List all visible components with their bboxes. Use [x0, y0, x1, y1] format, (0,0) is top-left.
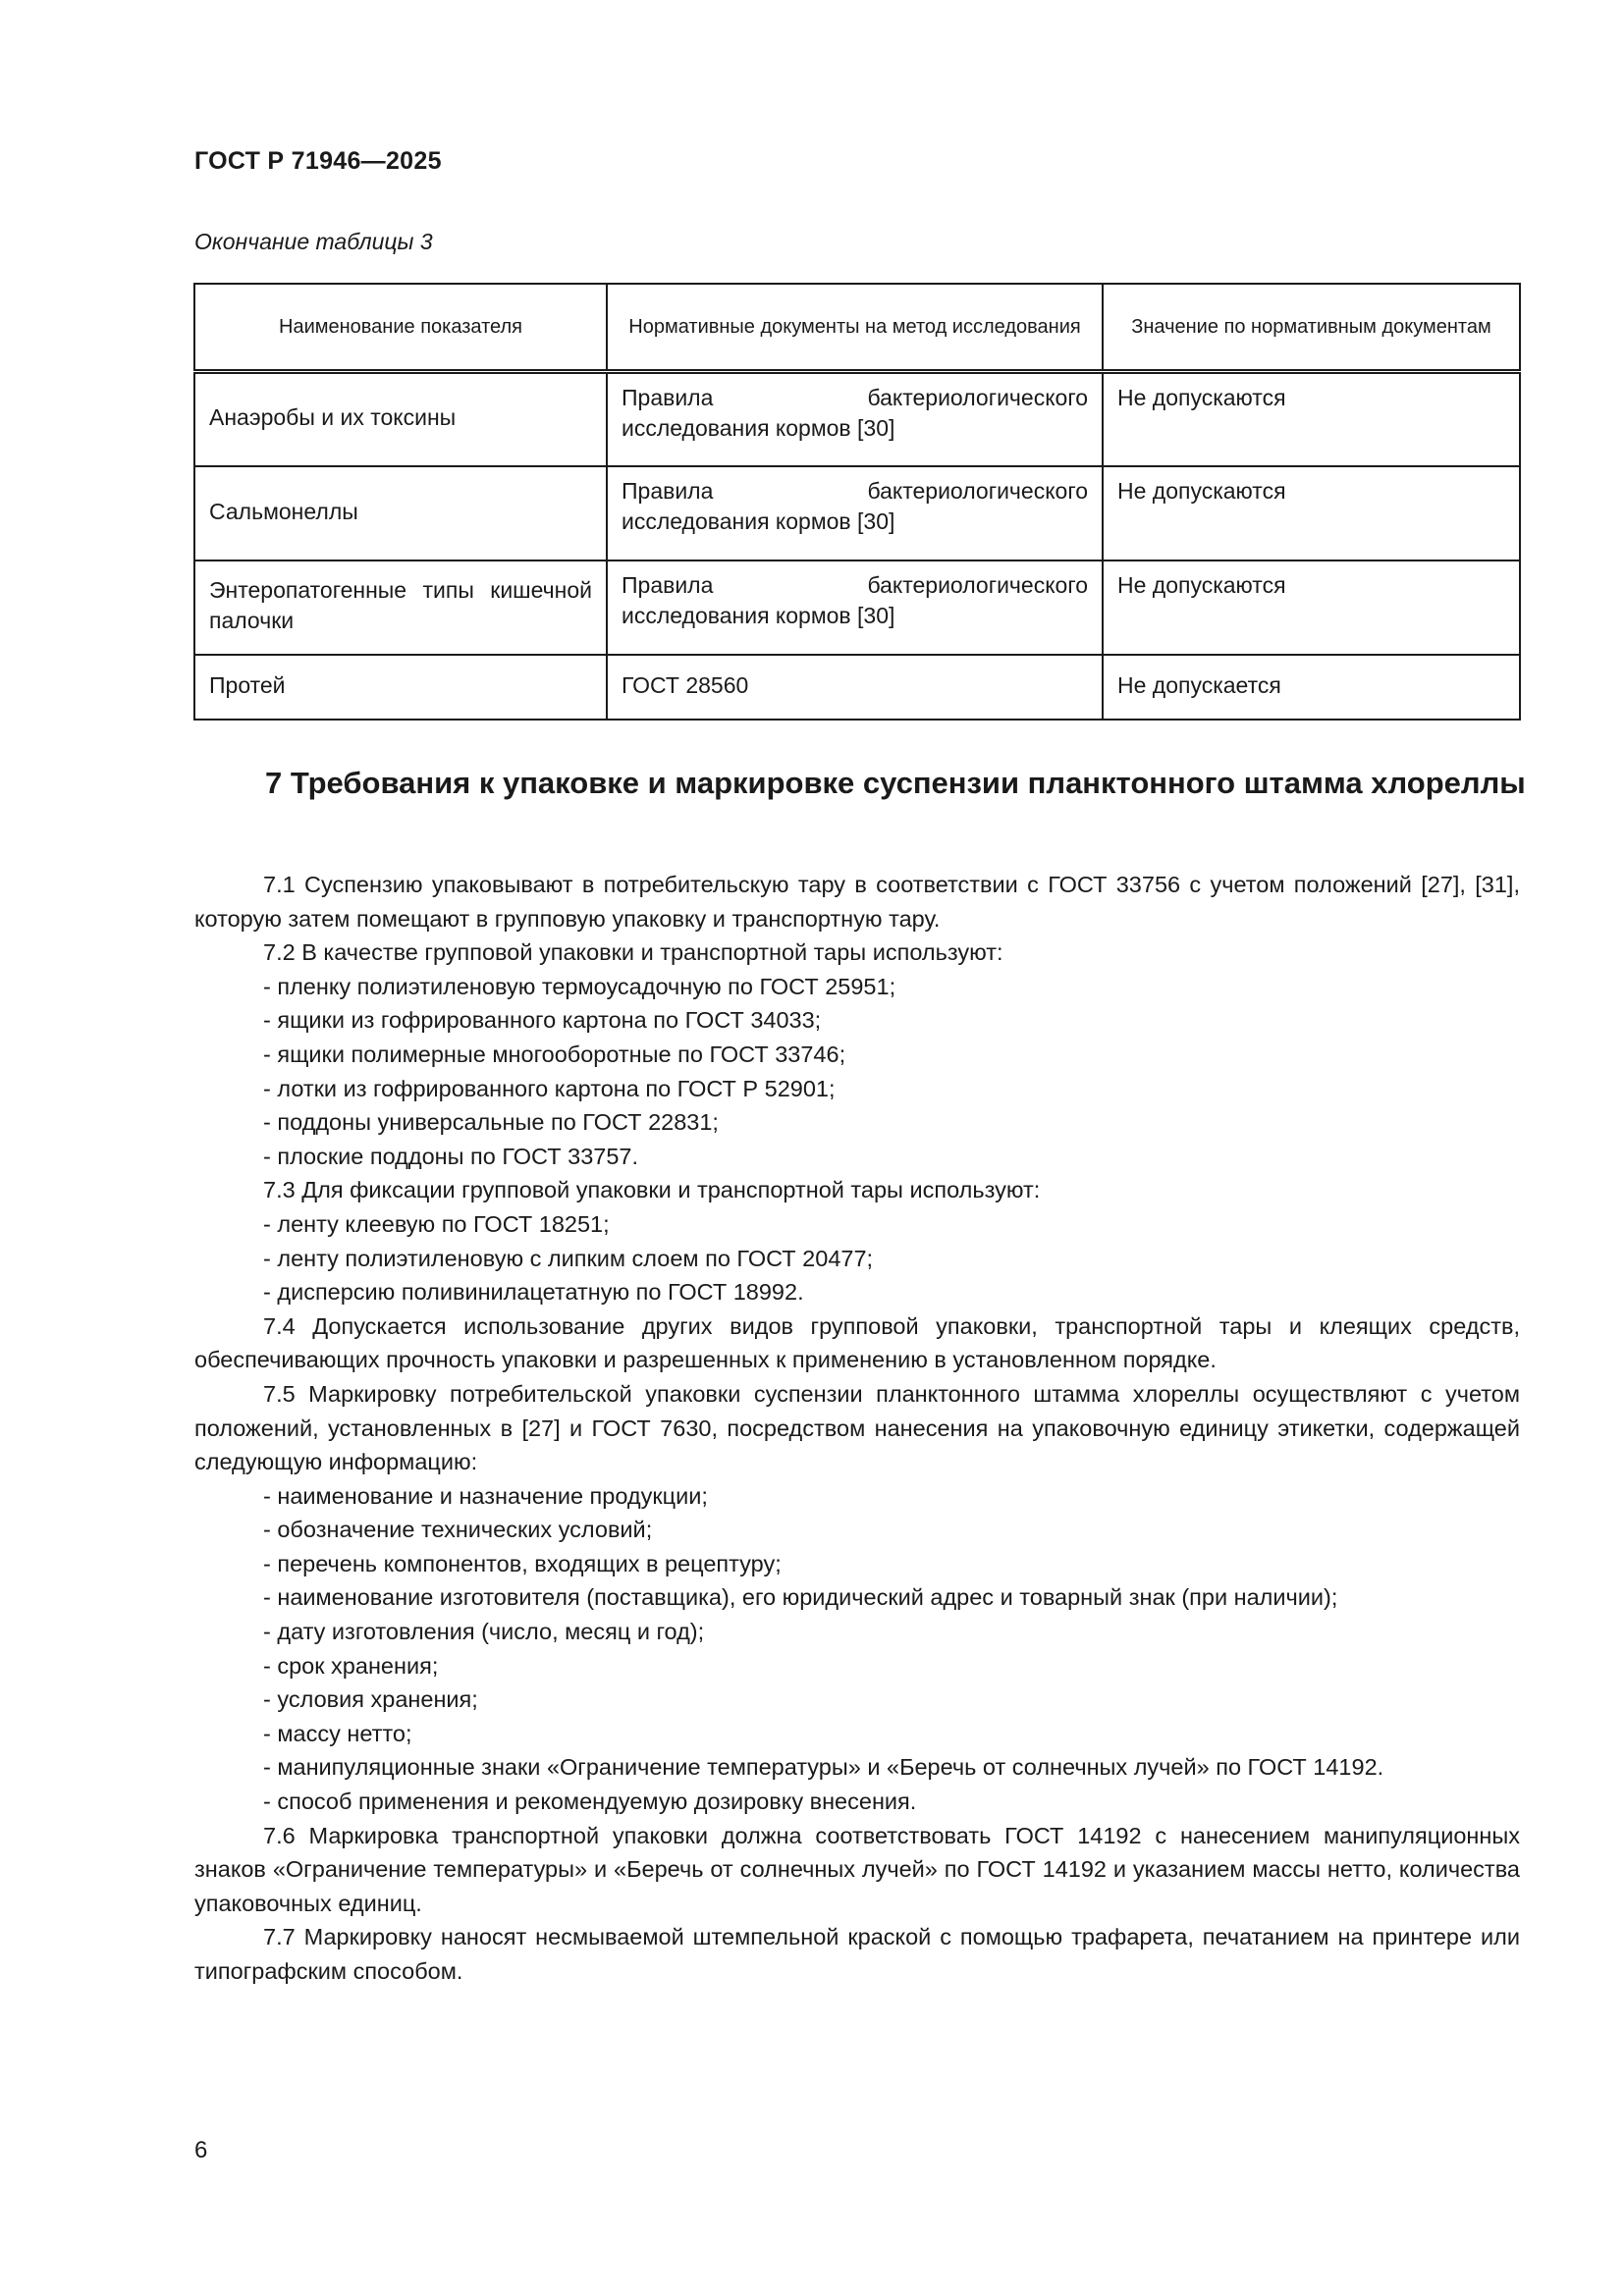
- clause-7-6: 7.6 Маркировка транспортной упаковки должна соответствовать ГОСТ 14192 с нанесением манипуляционных знаков «Ограничение температуры» и «Беречь от солнечных лучей» по ГОСТ 14192 и указанием массы нетто, количества упаковочных единиц.: [194, 1822, 1520, 1916]
- indicator-name-cell: Энтеропатогенные типы кишечной палочки: [194, 561, 607, 655]
- clause-7-7: 7.7 Маркировку наносят несмываемой штемпельной краской с помощью трафарета, печатанием на принтере или типографским способом.: [194, 1924, 1520, 1984]
- table-row: [194, 655, 1520, 720]
- list-item: - дисперсию поливинилацетатную по ГОСТ 18992.: [263, 1279, 804, 1306]
- list-item: - поддоны универсальные по ГОСТ 22831;: [263, 1109, 719, 1136]
- table-header-row: [194, 284, 1520, 372]
- clause-7-5: 7.5 Маркировку потребительской упаковки суспензии планктонного штамма хлореллы осуществляют с учетом положений, установленных в [27] и ГОСТ 7630, посредством нанесения на упаковочную единицу этикетки, содержащей следующую информацию:: [194, 1380, 1520, 1475]
- section-heading: 7 Требования к упаковке и маркировке суспензии планктонного штамма хлореллы: [265, 766, 1526, 800]
- method-cell: ГОСТ 28560: [607, 655, 1103, 720]
- list-item: - срок хранения;: [263, 1652, 439, 1679]
- value-cell: Не допускаются: [1103, 372, 1520, 466]
- table-row: [194, 466, 1520, 561]
- list-item: - ленту клеевую по ГОСТ 18251;: [263, 1210, 610, 1237]
- method-cell: Правила бактериологического исследования кормов [30]: [607, 561, 1103, 655]
- table-caption: Окончание таблицы 3: [194, 229, 433, 254]
- clause-7-4: 7.4 Допускается использование других видов групповой упаковки, транспортной тары и клеящих средств, обеспечивающих прочность упаковки и разрешенных к применению в установленном порядке.: [194, 1312, 1520, 1373]
- indicator-name-cell: Анаэробы и их токсины: [194, 372, 607, 466]
- column-header: Значение по нормативным документам: [1103, 284, 1520, 372]
- page-number: 6: [194, 2137, 208, 2163]
- list-item: - манипуляционные знаки «Ограничение температуры» и «Беречь от солнечных лучей» по ГОСТ 14192.: [263, 1754, 1384, 1781]
- list-item: - наименование изготовителя (поставщика), его юридический адрес и товарный знак (при наличии);: [263, 1584, 1338, 1611]
- clause-7-2: 7.2 В качестве групповой упаковки и транспортной тары используют:: [263, 939, 1003, 966]
- list-item: - пленку полиэтиленовую термоусадочную по ГОСТ 25951;: [263, 973, 896, 999]
- column-header: Наименование показателя: [194, 284, 607, 372]
- list-item: - плоские поддоны по ГОСТ 33757.: [263, 1143, 639, 1169]
- list-item: - условия хранения;: [263, 1686, 478, 1713]
- indicator-name-cell: Сальмонеллы: [194, 466, 607, 561]
- value-cell: Не допускаются: [1103, 466, 1520, 561]
- clause-7-3: 7.3 Для фиксации групповой упаковки и транспортной тары используют:: [263, 1177, 1041, 1203]
- method-cell: Правила бактериологического исследования кормов [30]: [607, 372, 1103, 466]
- indicator-name-cell: Протей: [194, 655, 607, 720]
- list-item: - лотки из гофрированного картона по ГОСТ Р 52901;: [263, 1075, 836, 1101]
- list-item: - ящики полимерные многооборотные по ГОСТ 33746;: [263, 1041, 846, 1067]
- value-cell: Не допускаются: [1103, 561, 1520, 655]
- list-item: - ящики из гофрированного картона по ГОСТ 34033;: [263, 1007, 822, 1034]
- list-item: - ленту полиэтиленовую с липким слоем по ГОСТ 20477;: [263, 1245, 874, 1271]
- table-row: [194, 372, 1520, 466]
- column-header: Нормативные документы на метод исследования: [607, 284, 1103, 372]
- table-3: [193, 283, 1521, 721]
- list-item: - дату изготовления (число, месяц и год);: [263, 1619, 705, 1645]
- value-cell: Не допускается: [1103, 655, 1520, 720]
- clause-7-1: 7.1 Суспензию упаковывают в потребительскую тару в соответствии с ГОСТ 33756 с учетом положений [27], [31], которую затем помещают в групповую упаковку и транспортную тару.: [194, 872, 1520, 932]
- method-cell: Правила бактериологического исследования кормов [30]: [607, 466, 1103, 561]
- section-body: [194, 868, 1520, 1989]
- list-item: - массу нетто;: [263, 1720, 412, 1746]
- table-row: [194, 561, 1520, 655]
- list-item: - перечень компонентов, входящих в рецептуру;: [263, 1550, 782, 1576]
- list-item: - наименование и назначение продукции;: [263, 1482, 708, 1509]
- list-item: - способ применения и рекомендуемую дозировку внесения.: [263, 1789, 917, 1815]
- list-item: - обозначение технических условий;: [263, 1517, 653, 1543]
- document-header: ГОСТ Р 71946—2025: [194, 147, 442, 175]
